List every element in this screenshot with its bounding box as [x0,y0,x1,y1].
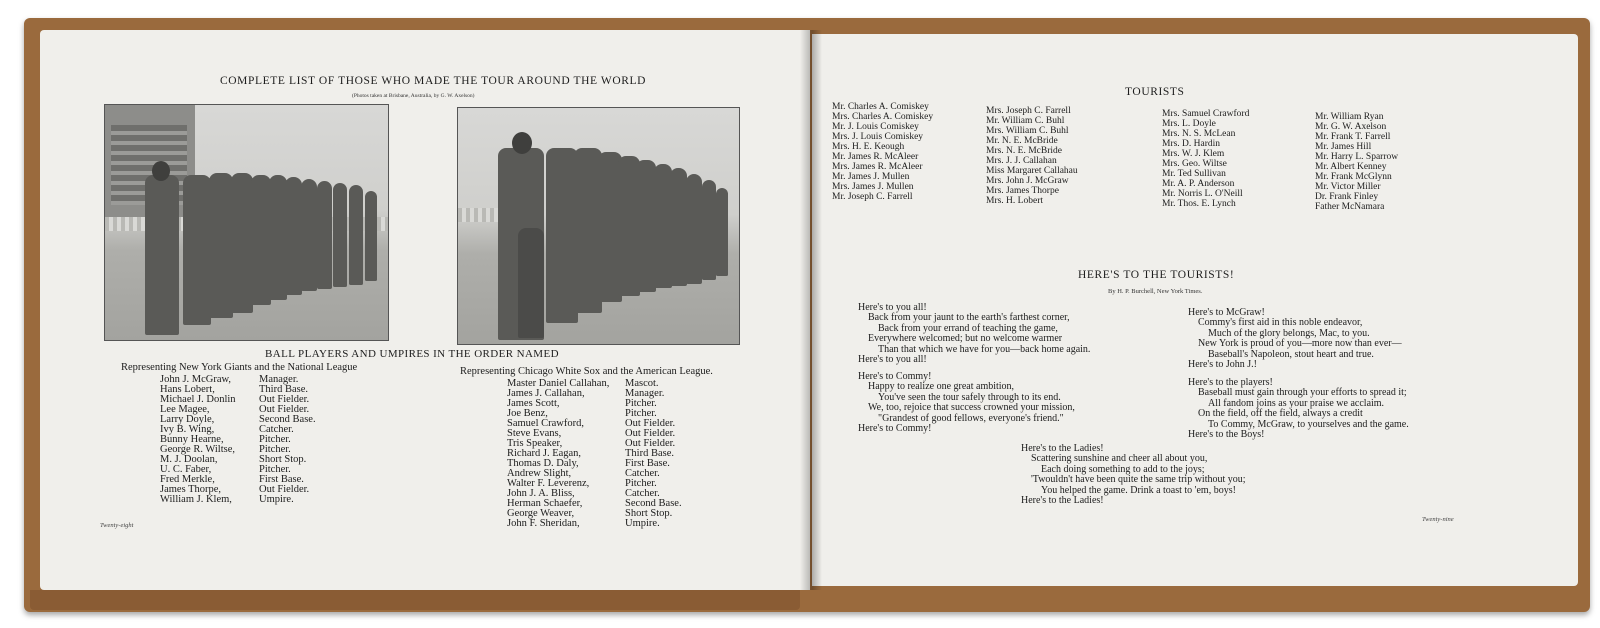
poem-line: Each doing something to add to the joys; [1041,463,1205,475]
list-item: Samuel Crawford, [507,418,584,429]
list-item: Larry Doyle, [160,414,215,425]
list-item: Mr. Harry L. Sparrow [1315,152,1399,162]
list-item: Tris Speaker, [507,438,563,449]
poem-line: Much of the glory belongs, Mac, to you. [1208,327,1370,339]
list-item: James J. Callahan, [507,388,585,399]
team-photo-giants [104,104,389,341]
list-item: Father McNamara [1315,202,1385,212]
poem-title: HERE'S TO THE TOURISTS! [1078,269,1235,281]
list-item: Pitcher. [259,434,291,445]
poem-byline: By H. P. Burchell, New York Times. [1108,288,1203,295]
poem-line: To Commy, McGraw, to yourselves and the game. [1208,418,1409,430]
poem-line: Here's to the Ladies! [1021,443,1104,454]
list-item: Manager. [625,388,665,399]
list-item: Bunny Hearne, [160,434,224,445]
list-item: Herman Schaefer, [507,498,583,509]
list-item: Catcher. [625,468,660,479]
list-item: Mrs. John J. McGraw [986,176,1069,186]
list-item: Mr. Norris L. O'Neill [1162,189,1243,199]
list-item: George R. Wiltse, [160,444,236,455]
list-item: Mr. Joseph C. Farrell [832,192,913,202]
list-item: Mr. J. Louis Comiskey [832,122,919,132]
stanza-1 [858,303,1090,365]
list-item: Mrs. L. Doyle [1162,119,1216,129]
list-item: Ivy B. Wing, [160,424,215,435]
poem-line: Scattering sunshine and cheer all about you, [1031,453,1208,465]
list-item: Mr. Frank McGlynn [1315,172,1392,182]
list-item: Mr. Victor Miller [1315,182,1381,192]
list-item: Mrs. Charles A. Comiskey [832,112,934,122]
list-item: George Weaver, [507,508,575,519]
left-page [40,30,810,590]
list-item: Mrs. H. E. Keough [832,142,905,152]
tourists-column-1 [832,102,933,202]
poem-line: Here's to Commy! [858,371,932,382]
list-item: Fred Merkle, [160,474,215,485]
list-item: Out Fielder. [625,418,676,429]
fence [458,208,498,222]
poem-line: On the field, off the field, always a credit [1198,408,1363,420]
list-item: Mr. Frank T. Farrell [1315,132,1391,142]
list-item: Lee Magee, [160,404,210,415]
list-item: Pitcher. [625,408,657,419]
left-page-title: COMPLETE LIST OF THOSE WHO MADE THE TOUR AROUND THE WORLD [220,75,647,87]
list-item: Pitcher. [259,444,291,455]
list-item: Mr. N. E. McBride [986,136,1058,146]
photo-credit: (Photos taken at Brisbane, Australia, by G. W. Axelson) [352,93,475,99]
list-item: Out Fielder. [259,394,310,405]
poem-line: All fandom joins as your praise we acclaim. [1208,397,1385,409]
poem-line: Here's to the Boys! [1188,429,1265,441]
book-cover-edge [30,590,800,610]
list-item: Walter F. Leverenz, [507,478,590,489]
list-item: Mrs. Geo. Wiltse [1162,159,1227,169]
list-item: Umpire. [625,518,660,529]
list-item: Pitcher. [259,464,291,475]
list-item: Third Base. [259,384,308,395]
list-item: Short Stop. [259,454,307,465]
list-item: Mr. G. W. Axelson [1315,122,1387,132]
poem-line: We, too, rejoice that success crowned your mission, [868,402,1075,414]
team-photo-white-sox [457,107,740,345]
whitesox-roles [625,379,682,529]
list-item: Mr. A. P. Anderson [1162,179,1235,189]
list-item: Andrew Slight, [507,468,572,479]
poem-line: Here's to Commy! [858,423,932,435]
list-item: John F. Sheridan, [507,518,580,529]
poem-line: Back from your errand of teaching the game, [878,322,1058,334]
whitesox-heading: Representing Chicago White Sox and the American League. [460,366,713,377]
list-item: Steve Evans, [507,428,562,439]
list-item: Master Daniel Callahan, [507,378,610,389]
list-item: Hans Lobert, [160,384,215,395]
poem-line: You helped the game. Drink a toast to 'em, boys! [1041,484,1236,496]
list-item: Thomas D. Daly, [507,458,579,469]
list-item: M. J. Doolan, [160,454,218,465]
poem-line: Here's to you all! [858,354,927,366]
list-item: Pitcher. [625,478,657,489]
list-item: Mrs. N. S. McLean [1162,129,1236,139]
poem-line: "Grandest of good fellows, everyone's friend." [878,412,1064,424]
list-item: Mrs. J. J. Callahan [986,156,1057,166]
whitesox-names [507,379,609,529]
list-item: Richard J. Eagan, [507,448,582,459]
poem-line: Baseball's Napoleon, stout heart and true. [1208,348,1374,360]
tourists-column-3 [1162,109,1249,209]
list-item: Mrs. W. J. Klem [1162,149,1225,159]
list-item: William J. Klem, [160,494,232,505]
section-title: BALL PLAYERS AND UMPIRES IN THE ORDER NAMED [265,348,559,360]
list-item: Out Fielder. [625,428,676,439]
list-item: Catcher. [625,488,660,499]
list-item: Mr. James Hill [1315,142,1372,152]
list-item: Mascot. [625,378,659,389]
list-item: John J. McGraw, [160,374,232,385]
list-item: Mrs. D. Hardin [1162,139,1221,149]
list-item: Mrs. J. Louis Comiskey [832,132,924,142]
poem-line: Baseball must gain through your efforts to spread it; [1198,387,1407,399]
list-item: First Base. [625,458,670,469]
list-item: Dr. Frank Finley [1315,192,1379,202]
poem-line: Happy to realize one great ambition, [868,381,1015,393]
list-item: Miss Margaret Callahau [986,166,1078,176]
list-item: Pitcher. [625,398,657,409]
poem-line: Commy's first aid in this noble endeavor, [1198,317,1363,329]
list-item: Third Base. [625,448,674,459]
list-item: Second Base. [625,498,682,509]
stanza-4 [1188,378,1409,440]
poem-line: Here's to the Ladies! [1021,495,1104,507]
list-item: Joe Benz, [507,408,548,419]
list-item: First Base. [259,474,304,485]
list-item: Michael J. Donlin [160,394,236,405]
list-item: Manager. [259,374,299,385]
poem-line: Everywhere welcomed; but no welcome warmer [868,333,1063,345]
page-number-left: Twenty-eight [100,522,134,529]
list-item: Mr. William C. Buhl [986,116,1065,126]
list-item: Catcher. [259,424,294,435]
list-item: Second Base. [259,414,316,425]
list-item: Mr. Albert Kenney [1315,162,1387,172]
tourists-column-4 [1315,112,1398,212]
list-item: James Thorpe, [160,484,222,495]
right-page [812,34,1578,586]
poem-line: Here's to McGraw! [1188,307,1265,318]
stanza-5 [1021,444,1246,506]
tourists-title: TOURISTS [1125,86,1185,98]
list-item: Mr. James J. Mullen [832,172,910,182]
poem-line: Here's to John J.! [1188,359,1258,371]
poem-line: Than that which we have for you—back home again. [878,343,1091,355]
list-item: Umpire. [259,494,294,505]
list-item: John J. A. Bliss, [507,488,575,499]
tourists-column-2 [986,106,1078,206]
poem-line: 'Twouldn't have been quite the same trip without you; [1031,474,1246,486]
list-item: Mrs. Samuel Crawford [1162,109,1250,119]
list-item: Out Fielder. [259,484,310,495]
poem-line: Here's to the players! [1188,377,1273,388]
list-item: Out Fielder. [625,438,676,449]
stanza-2 [858,372,1075,434]
list-item: Mr. James R. McAleer [832,152,919,162]
list-item: James Scott, [507,398,560,409]
list-item: Mr. William Ryan [1315,112,1384,122]
list-item: Mrs. N. E. McBride [986,146,1062,156]
stanza-3 [1188,308,1402,370]
list-item: Mr. Ted Sullivan [1162,169,1226,179]
page-number-right: Twenty-nine [1422,516,1454,523]
list-item: Mr. Thos. E. Lynch [1162,199,1236,209]
poem-line: New York is proud of you—more now than ever— [1198,338,1402,350]
list-item: Mrs. William C. Buhl [986,126,1069,136]
list-item: Mrs. James R. McAleer [832,162,923,172]
giants-names [160,375,236,505]
giants-heading: Representing New York Giants and the National League [121,362,358,373]
list-item: Out Fielder. [259,404,310,415]
poem-line: Back from your jaunt to the earth's farthest corner, [868,312,1070,324]
list-item: Short Stop. [625,508,673,519]
list-item: Mrs. James Thorpe [986,186,1059,196]
list-item: Mrs. H. Lobert [986,196,1043,206]
list-item: Mr. Charles A. Comiskey [832,102,929,112]
giants-roles [259,375,316,505]
list-item: Mrs. James J. Mullen [832,182,914,192]
poem-line: Here's to you all! [858,302,927,313]
list-item: U. C. Faber, [160,464,212,475]
poem-line: You've seen the tour safely through to its end. [878,391,1061,403]
list-item: Mrs. Joseph C. Farrell [986,106,1071,116]
